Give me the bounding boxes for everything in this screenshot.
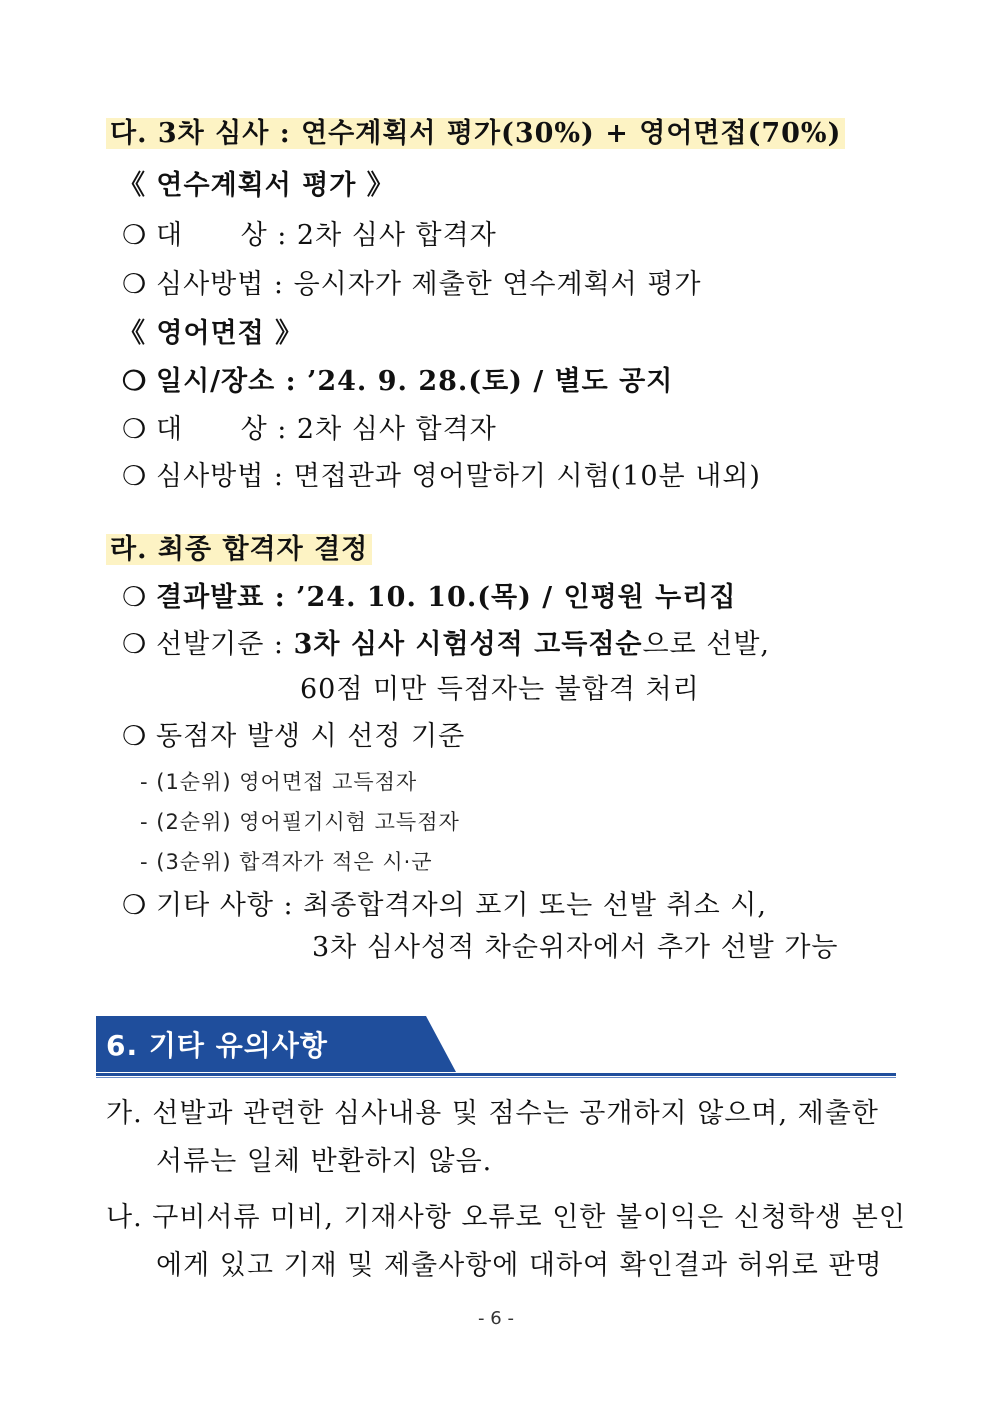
bullet-circle-icon: ❍: [122, 220, 148, 251]
tie-item: - (3순위) 합격자가 적은 시·군: [140, 850, 433, 874]
etc-line2: 3차 심사성적 차순위자에서 추가 선발 가능: [312, 932, 839, 963]
interview-title: 《 영어면접 》: [118, 318, 304, 349]
label: 대 상: [156, 414, 268, 445]
item-ga-line1: 가. 선발과 관련한 심사내용 및 점수는 공개하지 않으며, 제출한: [106, 1098, 879, 1129]
bullet-circle-icon: ❍: [122, 629, 148, 660]
item-ga-line2: 서류는 일체 반환하지 않음.: [156, 1146, 493, 1177]
value: : 응시자가 제출한 연수계획서 평가: [264, 269, 702, 300]
criteria-row: [122, 625, 770, 665]
etc-row: [122, 886, 767, 926]
bullet-circle-icon: ❍: [122, 414, 148, 445]
value: 으로 선발,: [642, 629, 770, 660]
announce-row: [122, 578, 736, 618]
plan-target-row: [122, 216, 497, 256]
interview-target-row: [122, 410, 497, 450]
label: 심사방법: [156, 269, 265, 300]
tie-row: [122, 717, 465, 757]
label: 선발기준 :: [156, 629, 294, 660]
criteria-emphasis: 3차 심사 시험성적 고득점순: [293, 629, 643, 660]
plan-method-row: [122, 265, 702, 305]
interview-date-row: [122, 362, 673, 402]
tie-item: - (1순위) 영어면접 고득점자: [140, 770, 418, 794]
value: 결과발표 : ’24. 10. 10.(목) / 인평원 누리집: [156, 582, 737, 613]
bullet-circle-icon: ❍: [122, 721, 148, 752]
value: : 2차 심사 합격자: [267, 414, 497, 445]
label: 심사방법: [156, 461, 265, 492]
bullet-circle-icon: ❍: [122, 890, 148, 921]
value: 기타 사항 : 최종합격자의 포기 또는 선발 취소 시,: [156, 890, 767, 921]
value: : 면접관과 영어말하기 시험(10분 내외): [264, 461, 761, 492]
bullet-circle-icon: ❍: [122, 461, 148, 492]
plan-eval-title: 《 연수계획서 평가 》: [118, 170, 395, 201]
item-na-line2: 에게 있고 기재 및 제출사항에 대하여 확인결과 허위로 판명: [156, 1250, 883, 1281]
value: : 2차 심사 합격자: [267, 220, 497, 251]
label: 대 상: [156, 220, 268, 251]
section-6-title: 6. 기타 유의사항: [106, 1029, 328, 1062]
criteria-line2: 60점 미만 득점자는 불합격 처리: [300, 674, 700, 705]
value: 동점자 발생 시 선정 기준: [156, 721, 466, 752]
section-ra-heading: 라. 최종 합격자 결정: [110, 530, 372, 570]
bullet-circle-icon: ❍: [122, 269, 148, 300]
interview-method-row: [122, 457, 761, 497]
section-da-heading: 다. 3차 심사 : 연수계획서 평가(30%) + 영어면접(70%): [110, 114, 845, 154]
value: 일시/장소 : ’24. 9. 28.(토) / 별도 공지: [156, 366, 674, 397]
bullet-circle-icon: ❍: [122, 582, 148, 613]
tie-item: - (2순위) 영어필기시험 고득점자: [140, 810, 460, 834]
bullet-circle-icon: ❍: [122, 366, 148, 397]
item-na-line1: 나. 구비서류 미비, 기재사항 오류로 인한 불이익은 신청학생 본인: [106, 1202, 906, 1233]
page-number: - 6 -: [478, 1308, 514, 1329]
